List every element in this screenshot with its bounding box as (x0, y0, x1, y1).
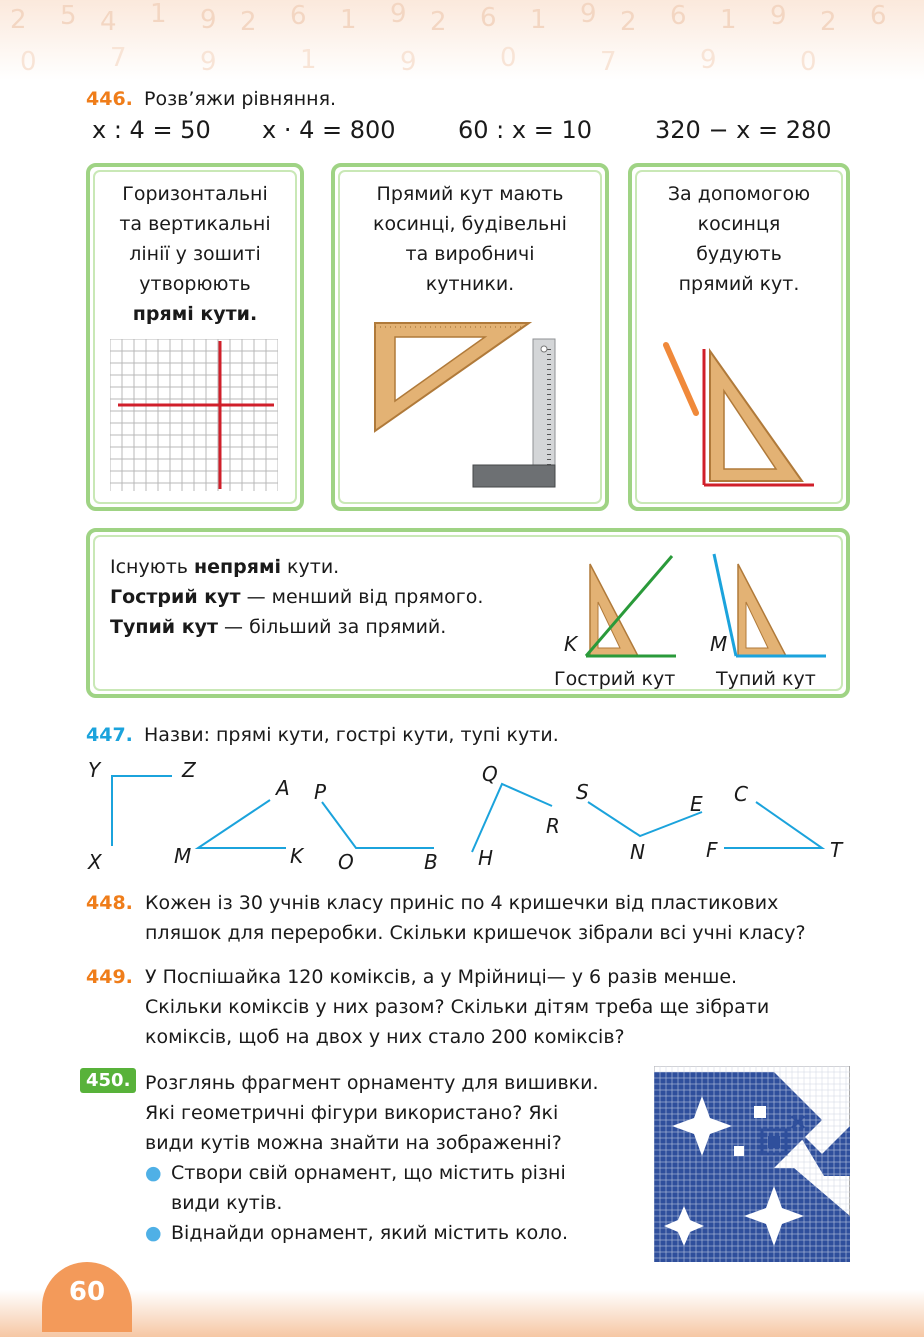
ex449-number: 449. (86, 966, 133, 988)
ex447-text: Назви: прямі кути, гострі кути, тупі кути. (143, 724, 559, 746)
point-z: Z (182, 758, 196, 782)
svg-text:0: 0 (800, 47, 835, 77)
equation-1: x : 4 = 50 (92, 116, 211, 144)
svg-text:9: 9 (580, 0, 615, 29)
ex450-text: Розглянь фрагмент орнаменту для вишивки. Які геометричні фігури використано? Які види кутів можна знайти на зображенні? ● Створи свій орнамент, що містить різні види кутів. ● Віднайди орнамент, який містить коло. (145, 1068, 625, 1248)
svg-text:1: 1 (720, 5, 755, 35)
svg-text:0: 0 (20, 47, 55, 77)
embroidery-ornament-image (654, 1066, 850, 1262)
equation-3: 60 : x = 10 (458, 116, 592, 144)
svg-text:2: 2 (240, 7, 275, 37)
point-x: X (88, 850, 102, 874)
info-box-construct-text: За допомогою косинця будують прямий кут. (667, 183, 811, 295)
angle-types-text: Існують непрямі кути. Гострий кут — менший від прямого. Тупий кут — більший за прямий. (110, 556, 484, 638)
svg-text:7: 7 (600, 47, 635, 77)
page-number: 60 (42, 1262, 132, 1332)
ex450-number: 450. (80, 1068, 136, 1093)
ex447-number: 447. (86, 724, 133, 746)
svg-text:5: 5 (60, 1, 95, 31)
ex448-number: 448. (86, 892, 133, 914)
ex450-bullet-1: ● Створи свій орнамент, що містить різні види кутів. (145, 1158, 625, 1218)
point-r: R (546, 814, 560, 838)
point-h: H (478, 846, 494, 870)
svg-text:9: 9 (200, 5, 235, 35)
svg-text:1: 1 (530, 5, 565, 35)
svg-text:2: 2 (620, 7, 655, 37)
bullet-icon: ● (145, 1162, 162, 1184)
svg-text:2: 2 (430, 7, 465, 37)
svg-text:4: 4 (100, 7, 135, 37)
angle-yxz (112, 776, 172, 846)
point-q: Q (482, 762, 498, 786)
vertex-k: K (564, 632, 578, 656)
bullet-icon: ● (145, 1222, 162, 1244)
point-y: Y (88, 758, 101, 782)
point-e: E (690, 792, 703, 816)
point-k: K (290, 844, 304, 868)
angle-pob (322, 802, 434, 848)
svg-text:1: 1 (150, 0, 185, 29)
point-f: F (706, 838, 718, 862)
obtuse-angle-label: Тупий кут (716, 668, 816, 690)
point-p: P (314, 780, 327, 804)
point-m: M (174, 844, 192, 868)
point-o: O (338, 850, 354, 874)
angle-hqr (472, 784, 552, 852)
svg-text:2: 2 (820, 7, 855, 37)
angle-amk (198, 800, 286, 848)
svg-text:7: 7 (110, 43, 145, 73)
svg-text:6: 6 (670, 1, 705, 31)
svg-text:9: 9 (400, 47, 435, 77)
equation-2: x · 4 = 800 (262, 116, 396, 144)
svg-text:1: 1 (300, 45, 335, 75)
point-s: S (576, 780, 589, 804)
svg-text:1: 1 (340, 5, 375, 35)
ex446-title: Розв’яжи рівняння. (143, 88, 337, 110)
info-box-grid-text: Горизонтальні та вертикальні лінії у зошиті утворюють прямі кути. (119, 183, 271, 325)
ex448-text: Кожен із 30 учнів класу приніс по 4 кришечки від пластикових пляшок для переробки. Скільки кришечок зібрали всі учні класу? (145, 892, 806, 944)
point-a: A (276, 776, 290, 800)
vertex-m: M (710, 632, 728, 656)
acute-angle-label: Гострий кут (554, 668, 676, 690)
svg-text:6: 6 (480, 3, 515, 33)
point-t: T (830, 838, 843, 862)
angle-cft (724, 802, 822, 848)
svg-text:9: 9 (200, 47, 235, 77)
point-b: B (424, 850, 438, 874)
equation-4: 320 − x = 280 (655, 116, 832, 144)
ex450-number-badge (80, 1070, 136, 1091)
svg-text:0: 0 (500, 43, 535, 73)
ex449-text: У Поспішайка 120 коміксів, а у Мрійниці— у 6 разів менше. Скільки коміксів у них разом? Скільки дітям треба ще зібрати коміксів, щоб на двох у них стало 200 коміксів? (145, 966, 770, 1048)
bottom-decoration (0, 1290, 924, 1337)
svg-text:6: 6 (290, 1, 325, 31)
svg-text:9: 9 (700, 45, 735, 75)
angle-sne (588, 802, 702, 836)
point-n: N (630, 840, 645, 864)
svg-text:9: 9 (770, 1, 805, 31)
point-c: C (734, 782, 748, 806)
svg-text:9: 9 (390, 0, 425, 29)
info-box-tools-text: Прямий кут мають косинці, будівельні та виробничі кутники. (373, 183, 567, 295)
ex446-number: 446. (86, 88, 133, 110)
svg-text:6: 6 (870, 1, 905, 31)
svg-text:2: 2 (10, 5, 45, 35)
ex450-bullet-2: ● Віднайди орнамент, який містить коло. (145, 1218, 625, 1248)
